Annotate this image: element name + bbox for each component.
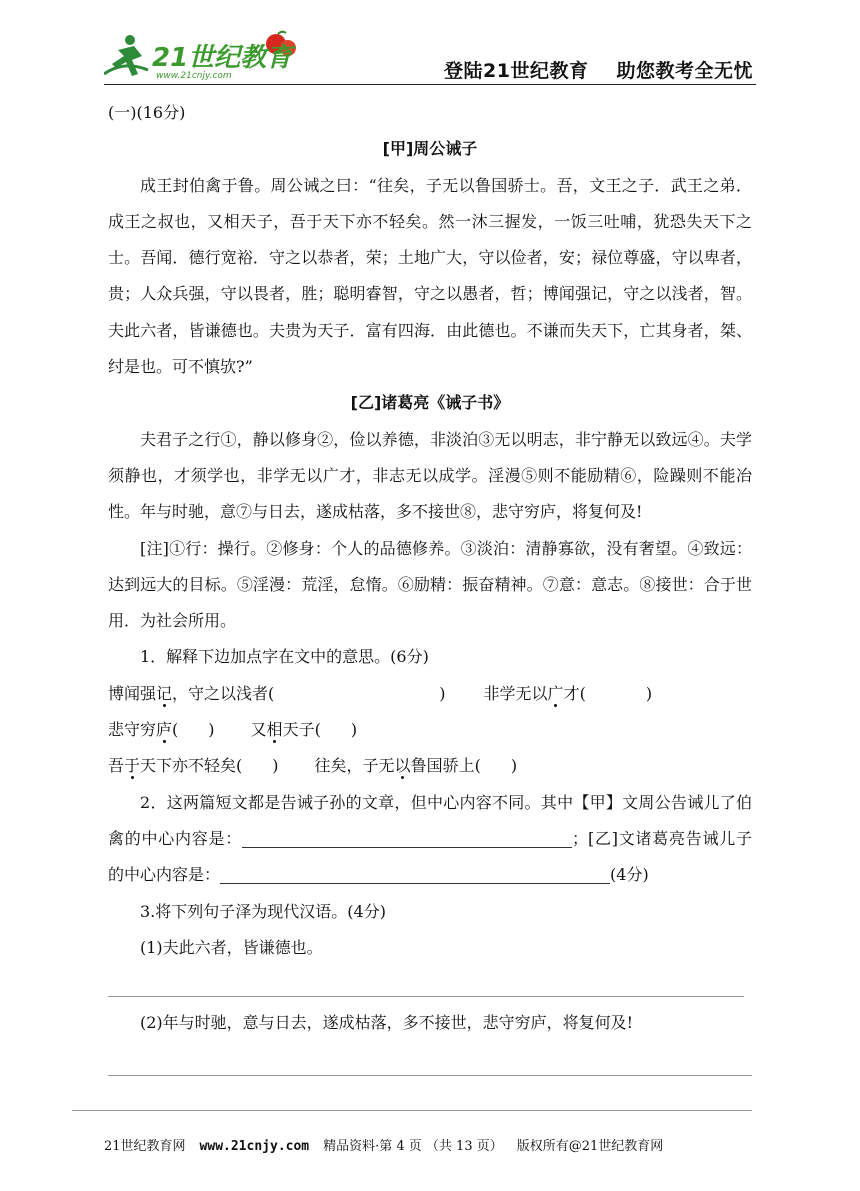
page-footer xyxy=(104,1135,756,1154)
question-3-stem: 3.将下列句子泽为现代汉语。(4分) xyxy=(140,901,386,921)
question-3-sentence-1: (1)夫此六者，皆谦德也。 xyxy=(140,937,323,957)
footer-copyright: 版权所有@21世纪教育网 xyxy=(516,1139,664,1154)
answer-line[interactable] xyxy=(220,865,610,884)
passage-yi-notes: [注]①行：操行。②修身：个人的品德修养。③淡泊：清静寡欲，没有奢望。④致远：达到远大的目标。⑤淫漫：荒淫，怠惰。⑥励精：振奋精神。⑦意：意志。⑧接世：合于世用．为社会所用。 xyxy=(108,538,752,631)
answer-line[interactable] xyxy=(72,1076,752,1111)
passage-jia-title: [甲]周公诫子 xyxy=(382,139,478,159)
question-2: 2．这两篇短文都是告诫子孙的文章，但中心内容不同。其中【甲】文周公告诫儿了伯禽的中心内容是： ；[乙]文诸葛亮告诫儿子的中心内容是： (4分) xyxy=(108,792,752,885)
page-header xyxy=(0,0,860,88)
running-man-icon xyxy=(104,35,148,76)
q1-item-6: 往矣，子无以鲁国骄上( ) xyxy=(314,756,518,776)
logo-url: www.21cnjy.com xyxy=(156,71,232,81)
question-3-sentence-2: (2)年与时驰，意与日去，遂成枯落，多不接世，悲守穷庐，将复何及! xyxy=(140,1013,634,1033)
question-1-stem: 1．解释下边加点字在文中的意思。(6分) xyxy=(140,647,429,667)
logo xyxy=(104,30,304,82)
footer-site-link[interactable]: www.21cnjy.com xyxy=(199,1139,310,1154)
answer-line[interactable] xyxy=(108,1041,752,1076)
answer-line[interactable] xyxy=(242,829,572,848)
passage-jia-body: 成王封伯禽于鲁。周公诫之曰：“往矣，子无以鲁国骄士。吾，文王之子．武王之弟．成王之叔也，又相天子，吾于天下亦不轻矣。然一沐三握发，一饭三吐哺，犹恐失天下之士。吾闻．德行宽裕．守之以恭者，荣；土地广大，守以俭者，安；禄位尊盛，守以卑者，贵；人众兵强，守以畏者，胜；聪明睿智，守之以愚者，哲；博闻强记，守之以浅者，智。夫此六者，皆谦德也。夫贵为天子．富有四海．由此德也。不谦而失天下，亡其身者，桀、纣是也。可不慎欤?” xyxy=(108,175,752,377)
slogan-left: 登陆21世纪教育 xyxy=(444,60,589,82)
footer-brand: 21世纪教育网 xyxy=(104,1139,186,1154)
q1-item-2: 非学无以广才( ) xyxy=(483,683,653,703)
answer-line[interactable] xyxy=(108,966,744,997)
q1-item-5: 吾于天下亦不轻矣( ) xyxy=(108,756,279,776)
q1-item-3: 悲守穷庐( ) xyxy=(108,720,215,740)
header-divider xyxy=(104,84,756,85)
header-slogan xyxy=(444,56,753,83)
passage-yi-body: 夫君子之行①，静以修身②，俭以养德，非淡泊③无以明志，非宁静无以致远④。夫学须静也，才须学也，非学无以广才，非志无以成学。淫漫⑤则不能励精⑥，险躁则不能冶性。年与时驰，意⑦与日去，遂成枯落，多不接世⑧，悲守穷庐，将复何及! xyxy=(108,429,752,522)
question-1-row-1 xyxy=(108,676,752,712)
question-1-row-3 xyxy=(108,748,752,784)
slogan-right: 助您教考全无忧 xyxy=(616,60,753,82)
footer-page-info: 精品资料·第 4 页 （共 13 页） xyxy=(323,1139,503,1154)
q1-item-4: 又相天子( ) xyxy=(250,720,358,740)
document-body xyxy=(108,95,752,1111)
section-heading: (一)(16分) xyxy=(108,103,186,122)
logo-text: 21世纪教育 xyxy=(152,43,293,73)
question-1-row-2 xyxy=(108,712,752,748)
q1-item-1: 博闻强记，守之以浅者( ) xyxy=(108,683,446,703)
passage-yi-title: [乙]诸葛亮《诫子书》 xyxy=(350,393,510,413)
